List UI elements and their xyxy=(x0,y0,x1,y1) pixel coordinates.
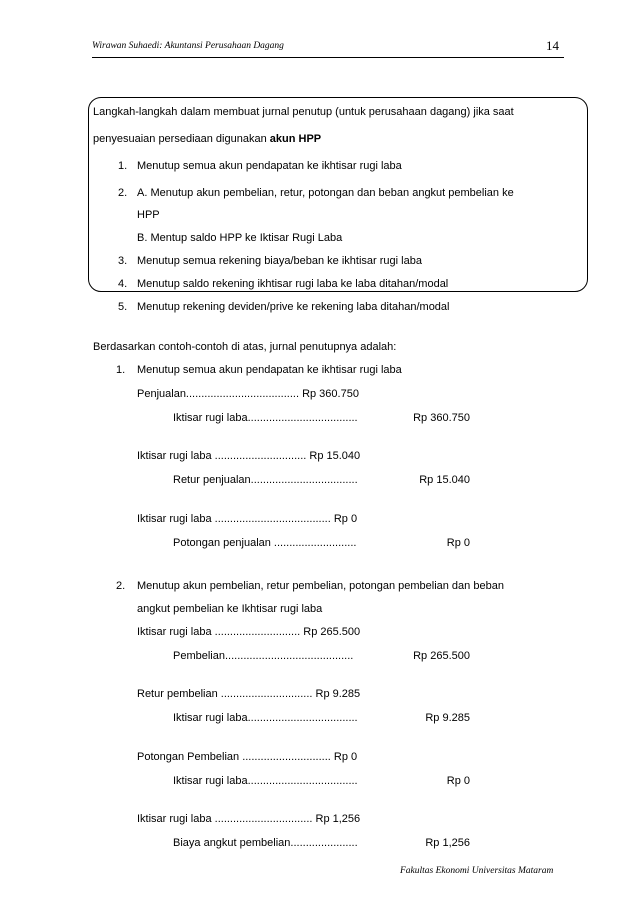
journal-credit-line: Iktisar rugi laba.................................... xyxy=(173,412,358,424)
journal-debit-line: Iktisar rugi laba ............................ Rp 265.500 xyxy=(137,626,361,638)
journal-debit-line: Iktisar rugi laba .............................. Rp 15.040 xyxy=(137,450,361,462)
header-rule xyxy=(92,57,564,58)
step-text: Menutup rekening deviden/prive ke rekening laba ditahan/modal xyxy=(137,301,450,313)
step-text: Menutup saldo rekening ikhtisar rugi laba ke laba ditahan/modal xyxy=(137,278,449,290)
body-intro: Berdasarkan contoh-contoh di atas, jurnal penutupnya adalah: xyxy=(93,341,397,353)
journal-debit-line: Retur pembelian .............................. Rp 9.285 xyxy=(137,688,361,700)
running-header: Wirawan Suhaedi: Akuntansi Perusahaan Dagang xyxy=(92,41,284,51)
box-intro-line2 xyxy=(93,133,321,146)
step-num: 5. xyxy=(118,301,128,313)
box-intro-line2-bold: akun HPP xyxy=(269,133,322,145)
journal-debit-line: Iktisar rugi laba ................................ Rp 1,256 xyxy=(137,813,361,825)
step-text: Menutup semua rekening biaya/beban ke ikhtisar rugi laba xyxy=(137,255,422,267)
journal-credit-amount: Rp 265.500 xyxy=(413,650,470,662)
journal-credit-line: Pembelian.......................................... xyxy=(173,650,354,662)
box-intro-line2-text: penyesuaian persediaan digunakan xyxy=(93,133,270,145)
step-text: B. Mentup saldo HPP ke Iktisar Rugi Laba xyxy=(137,232,343,244)
journal-debit-line: Penjualan..................................... Rp 360.750 xyxy=(137,388,359,400)
journal-credit-amount: Rp 1,256 xyxy=(425,837,470,849)
step-text: HPP xyxy=(137,209,160,221)
journal-credit-line: Iktisar rugi laba.................................... xyxy=(173,712,358,724)
section-num: 2. xyxy=(116,580,126,592)
step-num: 4. xyxy=(118,278,128,290)
step-text: A. Menutup akun pembelian, retur, potongan dan beban angkut pembelian ke xyxy=(137,187,514,199)
journal-credit-line: Potongan penjualan ........................... xyxy=(173,537,357,549)
step-num: 1. xyxy=(118,160,128,172)
step-text: Menutup semua akun pendapatan ke ikhtisar rugi laba xyxy=(137,160,402,172)
step-num: 3. xyxy=(118,255,128,267)
box-intro-line1: Langkah-langkah dalam membuat jurnal penutup (untuk perusahaan dagang) jika saat xyxy=(93,106,514,118)
journal-credit-line: Retur penjualan................................... xyxy=(173,474,358,486)
journal-credit-amount: Rp 15.040 xyxy=(419,474,470,486)
step-num: 2. xyxy=(118,187,128,199)
journal-credit-amount: Rp 9.285 xyxy=(425,712,470,724)
page-number: 14 xyxy=(546,38,559,53)
journal-debit-line: Potongan Pembelian ............................. Rp 0 xyxy=(137,751,358,763)
journal-credit-amount: Rp 0 xyxy=(446,537,470,549)
journal-credit-line: Biaya angkut pembelian...................... xyxy=(173,837,358,849)
journal-credit-amount: Rp 360.750 xyxy=(413,412,470,424)
section-title: angkut pembelian ke Ikhtisar rugi laba xyxy=(137,603,323,615)
section-title: Menutup semua akun pendapatan ke ikhtisar rugi laba xyxy=(137,364,402,376)
section-title: Menutup akun pembelian, retur pembelian, potongan pembelian dan beban xyxy=(137,580,504,592)
section-num: 1. xyxy=(116,364,126,376)
running-footer: Fakultas Ekonomi Universitas Mataram xyxy=(400,866,554,876)
journal-credit-line: Iktisar rugi laba.................................... xyxy=(173,775,358,787)
journal-debit-line: Iktisar rugi laba ...................................... Rp 0 xyxy=(137,513,358,525)
journal-credit-amount: Rp 0 xyxy=(446,775,470,787)
